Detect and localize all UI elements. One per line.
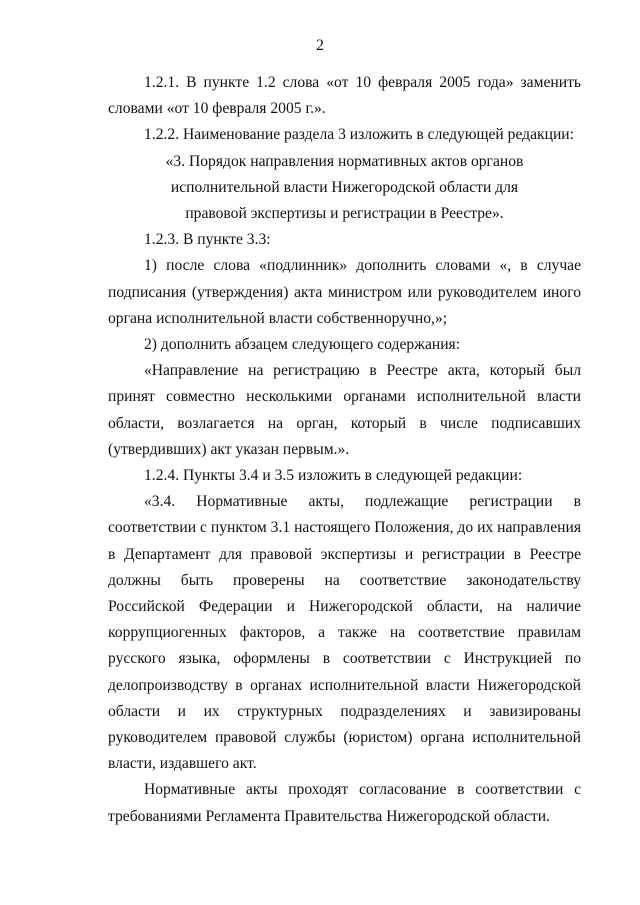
document-body: [108, 70, 581, 830]
paragraph-1-2-2: 1.2.2. Наименование раздела 3 изложить в следующей редакции:: [144, 126, 574, 144]
page-number: 2: [316, 37, 324, 54]
paragraph-1-2-1: 1.2.1. В пункте 1.2 слова «от 10 февраля 2005 года» заменить словами «от 10 февраля 2005 г.».: [108, 74, 581, 118]
subparagraph-2: 2) дополнить абзацем следующего содержания:: [144, 336, 461, 354]
quoted-paragraph-3-4: «3.4. Нормативные акты, подлежащие регистрации в соответствии с пунктом 3.1 настоящего Положения, до их направления в Департамент для правовой экспертизы и регистрации в Реестре должны быть проверены на соответствие законодательству Российской Федерации и Нижегородской области, на наличие коррупциогенных факторов, а также на соответствие правилам русского языка, оформлены в соответствии с Инструкцией по делопроизводству в органах исполнительной власти Нижегородской области и их структурных подразделениях и завизированы руководителем правовой службы (юристом) органа исполнительной власти, издавшего акт.: [108, 493, 581, 773]
subparagraph-1: 1) после слова «подлинник» дополнить словами «, в случае подписания (утверждения) акта министром или руководителем иного органа исполнительной власти собственноручно,»;: [108, 257, 581, 327]
paragraph-1-2-3: 1.2.3. В пункте 3.3:: [144, 231, 271, 249]
quoted-paragraph-registration: «Направление на регистрацию в Реестре акта, который был принят совместно несколькими органами исполнительной власти области, возлагается на орган, который в числе подписавших (утвердивших) акт указан первым.».: [108, 362, 581, 458]
section-3-new-title: «3. Порядок направления нормативных актов органов исполнительной власти Нижегородской области для правовой экспертизы и регистрации в Реестре».: [165, 152, 524, 223]
paragraph-approval: Нормативные акты проходят согласование в соответствии с требованиями Регламента Правительства Нижегородской области.: [108, 781, 581, 825]
paragraph-1-2-4: 1.2.4. Пункты 3.4 и 3.5 изложить в следующей редакции:: [144, 467, 523, 485]
